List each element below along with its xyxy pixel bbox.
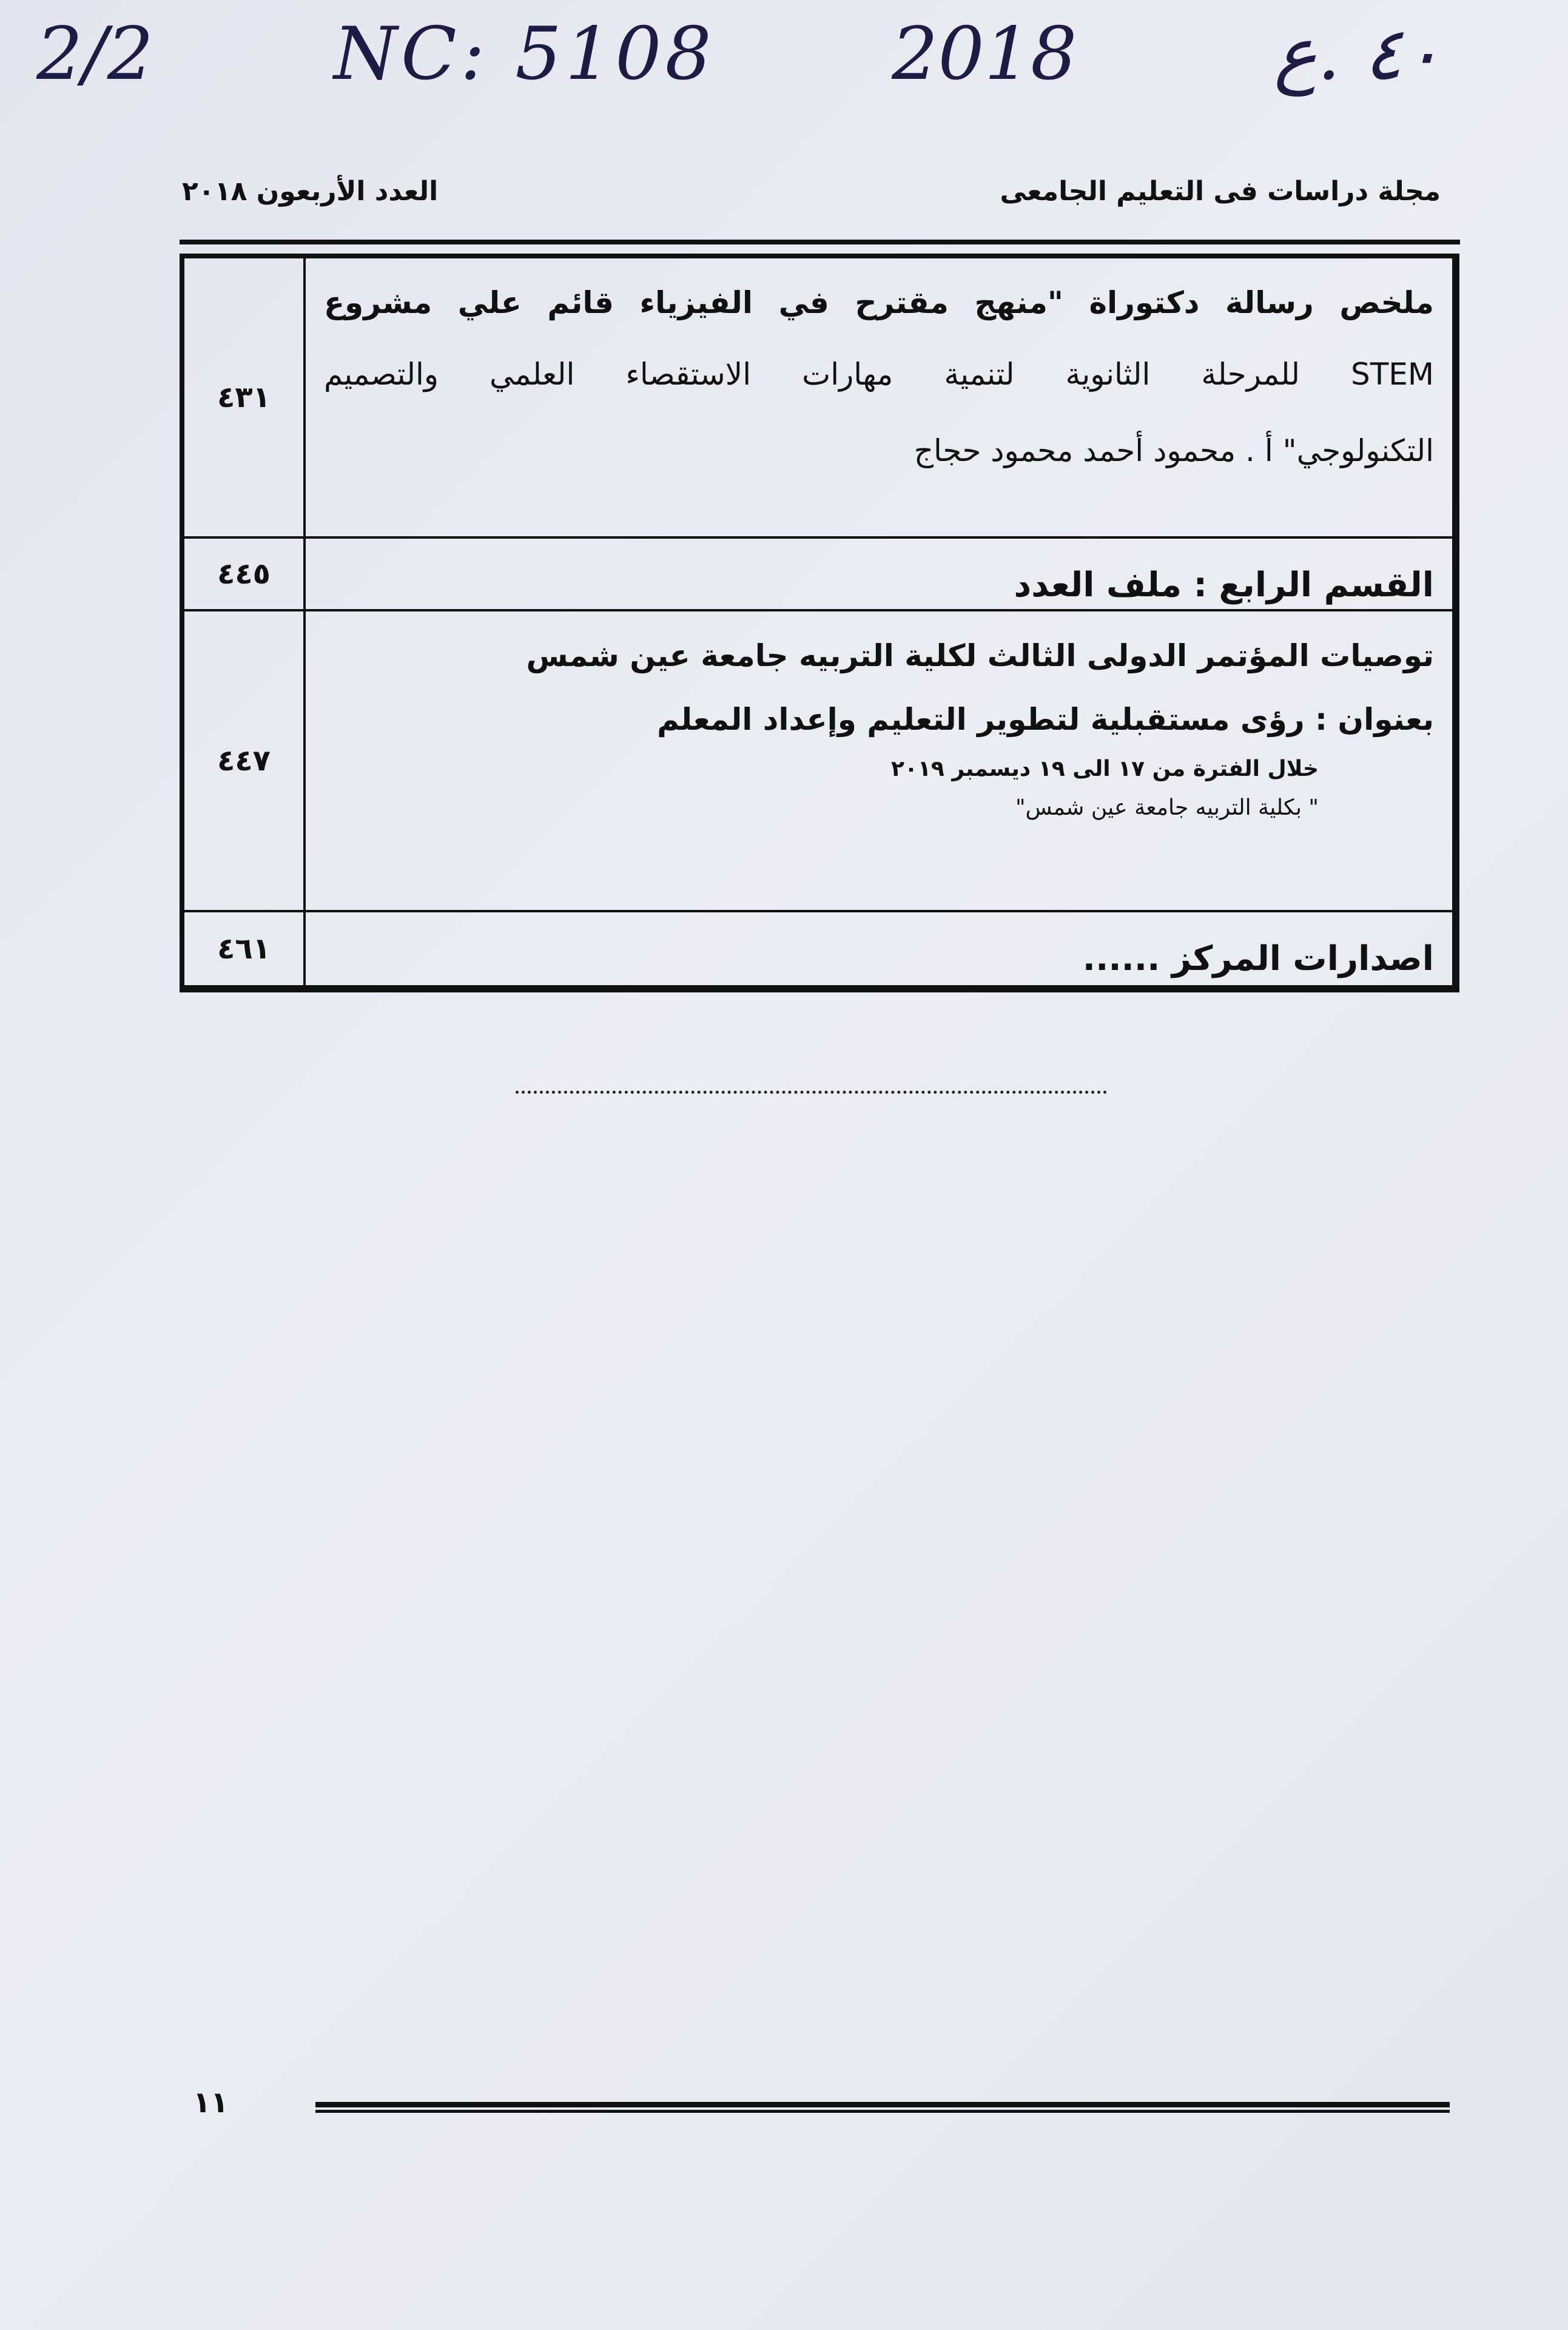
- entry-text: [306, 611, 1452, 910]
- entry-line: توصيات المؤتمر الدولى الثالث لكلية التربيه جامعة عين شمس: [526, 638, 1434, 673]
- entry-text: [306, 539, 1452, 609]
- entry-line: ملخص رسالة دكتوراة "منهج مقترح في الفيزياء قائم علي مشروع: [324, 285, 1434, 320]
- section-heading: القسم الرابع : ملف العدد: [1014, 565, 1434, 605]
- journal-title: مجلة دراسات فى التعليم الجامعى: [1000, 176, 1441, 207]
- entry-text: [306, 258, 1452, 536]
- handwritten-note: 2/2: [36, 12, 154, 96]
- page-number-cell: ٤٦١: [184, 912, 306, 985]
- table-row: [184, 539, 1452, 611]
- entry-line: بعنوان : رؤى مستقبلية لتطوير التعليم وإعداد المعلم: [657, 702, 1434, 737]
- handwritten-note: NC: 5108: [334, 12, 715, 96]
- table-row: [184, 611, 1452, 912]
- issue-label: العدد الأربعون ٢٠١٨: [182, 176, 439, 207]
- page-number: ١١: [193, 2086, 229, 2120]
- header-rule: [180, 240, 1460, 244]
- section-heading: اصدارات المركز ......: [1082, 939, 1434, 978]
- entry-line: STEM للمرحلة الثانوية لتنمية مهارات الاستقصاء العلمي والتصميم: [324, 357, 1434, 392]
- running-header: [182, 176, 1441, 231]
- entry-text: [306, 912, 1452, 985]
- page-number-cell: ٤٣١: [184, 258, 306, 536]
- handwritten-note: 2018: [892, 12, 1077, 96]
- handwritten-note: ٤٠ .ع: [1274, 12, 1442, 96]
- page-number-cell: ٤٤٧: [184, 611, 306, 910]
- page-number-cell: ٤٤٥: [184, 539, 306, 609]
- footer-rule: [315, 2102, 1450, 2113]
- dotted-separator: [516, 1091, 1107, 1094]
- table-row: [184, 912, 1452, 985]
- entry-line: التكنولوجي" أ . محمود أحمد محمود حجاج: [914, 433, 1434, 468]
- entry-venue: " بكلية التربيه جامعة عين شمس": [1015, 795, 1319, 820]
- table-row: [184, 258, 1452, 539]
- entry-date: خلال الفترة من ١٧ الى ١٩ ديسمبر ٢٠١٩: [891, 756, 1319, 781]
- contents-table: [180, 254, 1459, 992]
